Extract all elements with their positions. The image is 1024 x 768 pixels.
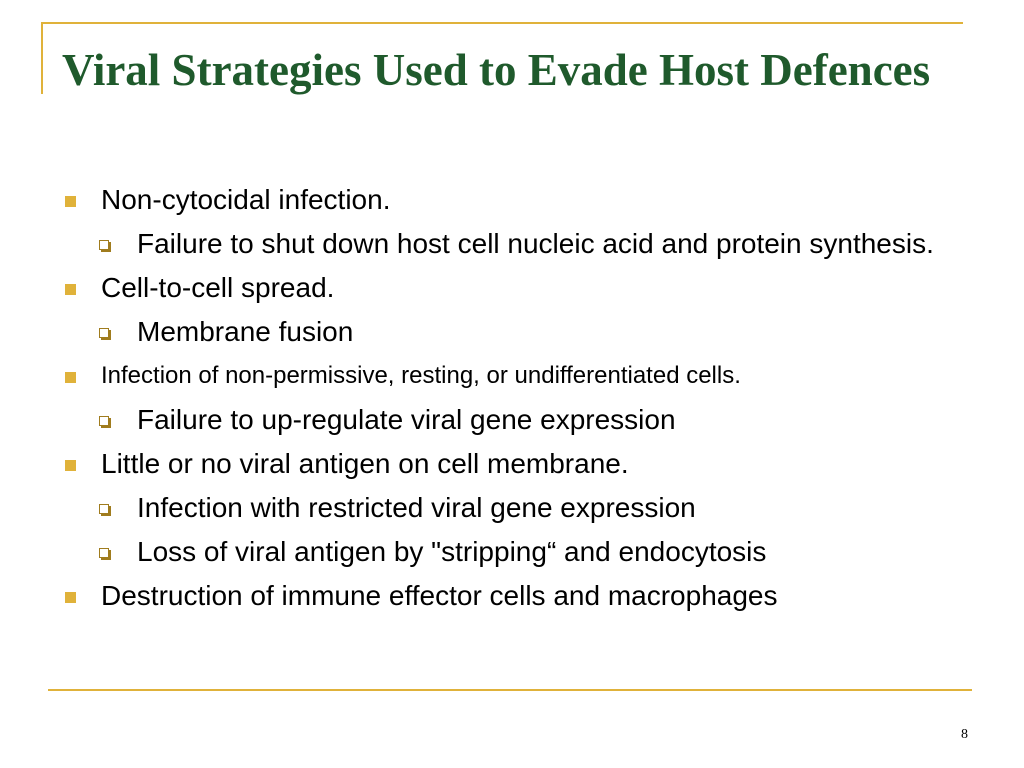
sub-bullet-item [58,315,968,349]
sub-bullet-item [58,227,968,261]
hollow-square-bullet-icon [99,504,109,514]
hollow-square-bullet-icon [99,548,109,558]
bullet-text: Infection of non-permissive, resting, or undifferentiated cells. [101,362,741,389]
hollow-square-bullet-icon [99,328,109,338]
square-bullet-icon [65,284,76,295]
bullet-item [58,447,968,481]
sub-bullet-text: Infection with restricted viral gene expression [137,492,696,523]
square-bullet-icon [65,592,76,603]
bullet-item [58,579,968,613]
bullet-item [58,183,968,217]
bullet-item [58,359,968,393]
square-bullet-icon [65,460,76,471]
bullet-item [58,271,968,305]
bullet-text: Non-cytocidal infection. [101,184,391,215]
bullet-text: Destruction of immune effector cells and macrophages [101,580,778,611]
bottom-accent-line [48,689,972,691]
sub-bullet-text: Failure to shut down host cell nucleic acid and protein synthesis. [137,228,934,259]
top-accent-line [41,22,963,24]
left-accent-line [41,22,43,94]
hollow-square-bullet-icon [99,240,109,250]
bullet-list [58,183,968,613]
sub-bullet-item [58,535,968,569]
sub-bullet-item [58,403,968,437]
bullet-text: Cell-to-cell spread. [101,272,335,303]
page-number: 8 [961,727,968,742]
sub-bullet-text: Failure to up-regulate viral gene expression [137,404,676,435]
sub-bullet-text: Loss of viral antigen by "stripping“ and endocytosis [137,536,767,567]
sub-bullet-item [58,491,968,525]
hollow-square-bullet-icon [99,416,109,426]
square-bullet-icon [65,372,76,383]
slide-title: Viral Strategies Used to Evade Host Defences [62,45,931,95]
sub-bullet-text: Membrane fusion [137,316,354,347]
square-bullet-icon [65,196,76,207]
bullet-text: Little or no viral antigen on cell membrane. [101,448,629,479]
